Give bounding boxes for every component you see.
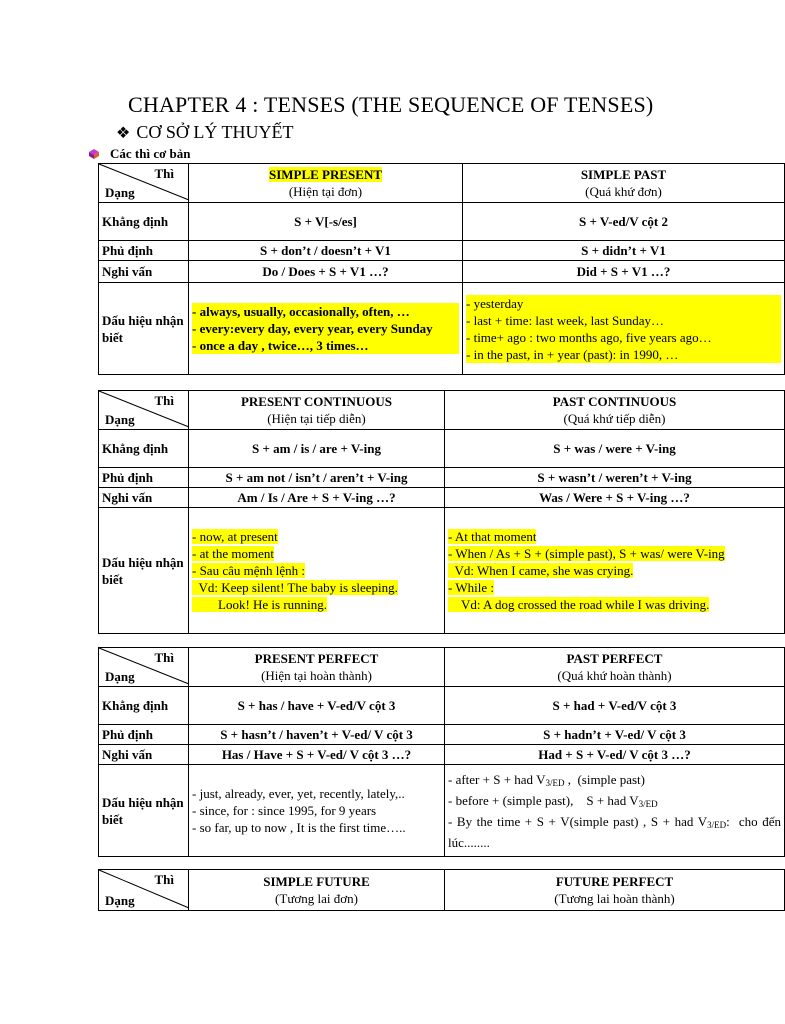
signal-item: - at the moment <box>192 546 274 561</box>
signal-item: - after + S + had $V_{3/ED}$ , (simple past) <box>448 771 645 788</box>
dang-label: Dạng <box>105 893 135 908</box>
affirmative-formula: S + was / were + V-ing <box>445 430 785 468</box>
tense-name: PRESENT PERFECT <box>254 651 379 666</box>
signals-list <box>189 508 445 634</box>
question-label: Nghi vấn <box>99 745 189 765</box>
question-formula: Had + S + V-ed/ V cột 3 …? <box>445 745 785 765</box>
tense-vietnamese: (Quá khứ tiếp diễn) <box>563 411 666 426</box>
signal-item: Vd: A dog crossed the road while I was driving. <box>448 597 710 612</box>
signal-item: Vd: Keep silent! The baby is sleeping. <box>192 580 398 595</box>
tense-name: SIMPLE PRESENT <box>268 167 383 182</box>
signal-item: - once a day , twice…, 3 times… <box>192 337 459 354</box>
negative-formula: S + hadn’t + V-ed/ V cột 3 <box>445 725 785 745</box>
negative-label: Phủ định <box>99 468 189 488</box>
affirmative-formula: S + had + V-ed/V cột 3 <box>445 687 785 725</box>
tense-vietnamese: (Tương lai hoàn thành) <box>554 891 675 906</box>
chapter-title: CHAPTER 4 : TENSES (THE SEQUENCE OF TENSES) <box>128 92 654 117</box>
tense-header <box>189 870 445 911</box>
tense-name: PAST PERFECT <box>566 651 663 666</box>
header-corner-cell <box>99 648 189 687</box>
signals-list <box>189 765 445 857</box>
signals-list <box>189 283 463 375</box>
signal-item: - time+ ago : two months ago, five years ago… <box>466 329 781 346</box>
signal-item: - since, for : since 1995, for 9 years <box>192 803 377 818</box>
thi-label: Thì <box>154 166 174 181</box>
tense-table-continuous <box>98 390 785 634</box>
signal-item: - last + time: last week, last Sunday… <box>466 312 781 329</box>
negative-formula: S + hasn’t / haven’t + V-ed/ V cột 3 <box>189 725 445 745</box>
question-formula: Am / Is / Are + S + V-ing …? <box>189 488 445 508</box>
tense-header <box>189 164 463 203</box>
tense-name: FUTURE PERFECT <box>555 874 674 889</box>
section-heading-text: CƠ SỞ LÝ THUYẾT <box>136 122 294 142</box>
thi-label: Thì <box>154 872 174 887</box>
tense-vietnamese: (Hiện tại hoàn thành) <box>261 668 372 683</box>
affirmative-formula: S + V-ed/V cột 2 <box>463 203 785 241</box>
signals-list <box>463 283 785 375</box>
tense-header <box>445 391 785 430</box>
header-corner-cell <box>99 164 189 203</box>
question-formula: Did + S + V1 …? <box>463 261 785 283</box>
signal-item: - By the time + S + V(simple past) , S + had $V_{3/ED}$: cho đến lúc........ <box>448 813 785 850</box>
signal-item: - so far, up to now , It is the first time….. <box>192 820 406 835</box>
header-corner-cell <box>99 391 189 430</box>
tense-header <box>463 164 785 203</box>
tense-table-perfect <box>98 647 785 857</box>
arrow-bullet-icon <box>88 148 100 160</box>
affirmative-formula: S + V[-s/es] <box>189 203 463 241</box>
signals-list <box>445 508 785 634</box>
question-formula: Has / Have + S + V-ed/ V cột 3 …? <box>189 745 445 765</box>
question-formula: Was / Were + S + V-ing …? <box>445 488 785 508</box>
affirmative-label: Khẳng định <box>99 203 189 241</box>
tense-name: SIMPLE FUTURE <box>263 874 370 889</box>
affirmative-formula: S + am / is / are + V-ing <box>189 430 445 468</box>
negative-formula: S + don’t / doesn’t + V1 <box>189 241 463 261</box>
signal-item: - yesterday <box>466 295 781 312</box>
thi-label: Thì <box>154 393 174 408</box>
tense-table-future <box>98 869 785 911</box>
signal-item: - before + (simple past), S + had $V_{3/ED}$ <box>448 792 658 809</box>
signal-item: - now, at present <box>192 529 278 544</box>
affirmative-formula: S + has / have + V-ed/V cột 3 <box>189 687 445 725</box>
signal-item: - in the past, in + year (past): in 1990, … <box>466 346 781 363</box>
dang-label: Dạng <box>105 412 135 427</box>
negative-formula: S + didn’t + V1 <box>463 241 785 261</box>
tense-name: SIMPLE PAST <box>580 167 667 182</box>
basic-tenses-text: Các thì cơ bản <box>110 146 191 161</box>
diamond-bullet-icon: ❖ <box>116 125 131 142</box>
tense-table-simple <box>98 163 785 375</box>
signals-list <box>445 765 785 857</box>
section-heading <box>116 122 294 143</box>
tense-name: PAST CONTINUOUS <box>552 394 677 409</box>
tense-name: PRESENT CONTINUOUS <box>240 394 393 409</box>
tense-header <box>445 648 785 687</box>
signals-label: Dấu hiệu nhận biết <box>99 765 189 857</box>
tense-vietnamese: (Hiện tại đơn) <box>288 184 363 199</box>
signal-item: - Sau câu mệnh lệnh : <box>192 563 305 578</box>
affirmative-label: Khẳng định <box>99 430 189 468</box>
question-label: Nghi vấn <box>99 261 189 283</box>
question-label: Nghi vấn <box>99 488 189 508</box>
signal-item: Vd: When I came, she was crying. <box>448 563 634 578</box>
affirmative-label: Khẳng định <box>99 687 189 725</box>
negative-formula: S + wasn’t / weren’t + V-ing <box>445 468 785 488</box>
signal-item: - While : <box>448 580 494 595</box>
basic-tenses-heading <box>88 146 191 162</box>
tense-header <box>189 391 445 430</box>
tense-vietnamese: (Quá khứ đơn) <box>585 184 662 199</box>
tense-vietnamese: (Quá khứ hoàn thành) <box>557 668 672 683</box>
signal-item: - At that moment <box>448 529 537 544</box>
signal-item: Look! He is running. <box>192 597 328 612</box>
signal-item: - When / As + S + (simple past), S + was/ were V-ing <box>448 546 725 561</box>
signals-label: Dấu hiệu nhận biết <box>99 283 189 375</box>
signal-item: - just, already, ever, yet, recently, lately,.. <box>192 786 405 801</box>
signal-item: - every:every day, every year, every Sunday <box>192 320 459 337</box>
tense-header <box>189 648 445 687</box>
dang-label: Dạng <box>105 669 135 684</box>
negative-formula: S + am not / isn’t / aren’t + V-ing <box>189 468 445 488</box>
question-formula: Do / Does + S + V1 …? <box>189 261 463 283</box>
tense-vietnamese: (Hiện tại tiếp diễn) <box>267 411 366 426</box>
tense-vietnamese: (Tương lai đơn) <box>275 891 358 906</box>
negative-label: Phủ định <box>99 241 189 261</box>
negative-label: Phủ định <box>99 725 189 745</box>
dang-label: Dạng <box>105 185 135 200</box>
header-corner-cell <box>99 870 189 911</box>
signal-item: - always, usually, occasionally, often, … <box>192 303 459 320</box>
thi-label: Thì <box>154 650 174 665</box>
tense-header <box>445 870 785 911</box>
signals-label: Dấu hiệu nhận biết <box>99 508 189 634</box>
